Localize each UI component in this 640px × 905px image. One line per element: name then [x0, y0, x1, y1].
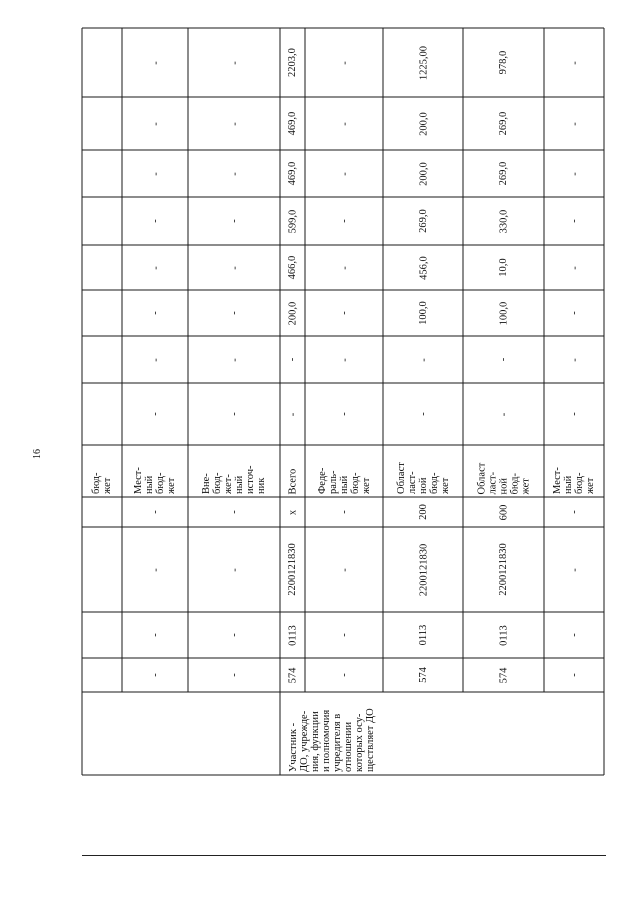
table-cell: [84, 293, 120, 333]
table-cell: 0113: [287, 624, 298, 646]
table-cell: -: [149, 60, 161, 65]
table-cell: бюд- жет: [91, 472, 113, 494]
table-cell: 269,0: [417, 209, 429, 233]
table-cell: -: [228, 171, 240, 176]
table-cell: -: [338, 633, 350, 637]
table-cell: [84, 248, 120, 287]
table-cell: -: [568, 219, 580, 223]
table-cell: -: [568, 121, 580, 126]
table-cell: -: [338, 311, 350, 315]
table-cell: -: [228, 567, 240, 572]
table-cell: 599,0: [287, 209, 298, 233]
table-cell: -: [568, 265, 580, 270]
table-cell: -: [149, 633, 161, 637]
table-cell: 574: [287, 667, 298, 683]
table-cell: [84, 100, 120, 147]
table-cell: Мест- ный бюд- жет: [552, 467, 596, 494]
table-cell: -: [228, 219, 240, 223]
table-cell: 2200121830: [498, 543, 509, 596]
table-cell: -: [498, 357, 509, 362]
table-cell: -: [568, 171, 580, 176]
table-cell: [84, 615, 120, 655]
table-cell: -: [228, 311, 240, 315]
table-cell: 200: [417, 504, 429, 520]
table-cell: -: [228, 265, 240, 270]
table-cell: -: [568, 357, 580, 362]
table-cell: [84, 31, 120, 94]
table-cell: -: [149, 311, 161, 315]
table-cell: [84, 200, 120, 242]
page-number: 16: [32, 449, 43, 459]
table-cell: 2200121830: [287, 543, 298, 596]
table-cell: 269,0: [498, 111, 509, 136]
table-cell: 200,0: [417, 111, 429, 136]
table-cell: -: [338, 265, 350, 270]
table-cell: -: [338, 121, 350, 126]
table-cell: 978,0: [498, 50, 509, 75]
table-cell: -: [228, 633, 240, 637]
table-cell: 200,0: [287, 301, 298, 325]
table-cell: -: [338, 357, 350, 362]
table-cell: 200,0: [417, 161, 429, 186]
table-cell: -: [568, 60, 580, 65]
table-cell: 100,0: [417, 301, 429, 325]
table-cell: [84, 386, 120, 442]
table-cell: -: [228, 510, 240, 514]
table-cell: -: [568, 412, 580, 416]
table-cell: 330,0: [498, 209, 509, 233]
table-cell: Вне- бюд- жет- ный источ- ник: [201, 465, 267, 494]
table-cell: -: [338, 412, 350, 416]
table-cell: 269,0: [498, 161, 509, 186]
table-cell: -: [568, 567, 580, 572]
table-cell: 1225,00: [417, 45, 429, 80]
table-cell: -: [568, 510, 580, 514]
table-cell: 574: [498, 667, 509, 683]
table-cell: -: [149, 265, 161, 270]
table-cell: -: [338, 171, 350, 176]
table-cell: 469,0: [287, 111, 298, 136]
table-cell: 600: [498, 504, 509, 520]
table-cell: -: [149, 510, 161, 514]
table-cell: 456,0: [417, 255, 429, 280]
table-cell: -: [568, 633, 580, 637]
table-cell: -: [338, 510, 350, 514]
table-cell: Всего: [287, 468, 298, 494]
table-cell: [84, 153, 120, 194]
table-cell: -: [149, 357, 161, 362]
table-cell: -: [338, 60, 350, 65]
table-cell: -: [149, 171, 161, 176]
table-cell: -: [338, 567, 350, 572]
table-cell: Област ласт- ной бюд- жет: [476, 462, 531, 494]
table-cell: -: [228, 412, 240, 416]
table-cell: -: [228, 673, 240, 677]
table-cell: -: [228, 357, 240, 362]
table-cell: 10,0: [498, 258, 509, 277]
table-cell: 100,0: [498, 301, 509, 325]
table-cell: -: [149, 412, 161, 416]
table-cell: Мест- ный бюд- жет: [133, 467, 177, 494]
table-cell: -: [149, 219, 161, 223]
table-cell: [84, 339, 120, 380]
table-cell: -: [568, 673, 580, 677]
table-cell: [84, 500, 120, 524]
footer-rule: [82, 855, 606, 856]
table-cell: Област ласт- ной бюд- жет: [395, 462, 451, 494]
table-cell: Феде- раль- ный бюд- жет: [316, 467, 372, 494]
table-cell: 2200121830: [417, 543, 429, 596]
table-cell: -: [149, 673, 161, 677]
table-cell: 2203,0: [287, 48, 298, 77]
table-cell: -: [338, 219, 350, 223]
table-cell: -: [338, 673, 350, 677]
table-cell: -: [568, 311, 580, 315]
table-cell: -: [417, 412, 429, 416]
table-cell: -: [149, 567, 161, 572]
table-cell: [84, 661, 120, 689]
table-cell: 0113: [417, 624, 429, 646]
table-cell: -: [287, 412, 298, 416]
table-cell: -: [498, 412, 509, 416]
table-cell: 469,0: [287, 161, 298, 186]
table-cell: -: [228, 60, 240, 65]
table-cell: 466,0: [287, 255, 298, 280]
table-cell: -: [228, 121, 240, 126]
table-cell: Участник - ДО, учрежде- ния, функции и полномочия учредителя в отношении которых осу- ществляет ДО: [287, 708, 376, 772]
table-cell: x: [287, 509, 298, 515]
table-cell: -: [287, 357, 298, 362]
table-cell: 574: [417, 667, 429, 683]
table-cell: -: [417, 357, 429, 362]
table-cell: -: [149, 121, 161, 126]
table-cell: [84, 530, 120, 609]
table-cell: 0113: [498, 624, 509, 646]
